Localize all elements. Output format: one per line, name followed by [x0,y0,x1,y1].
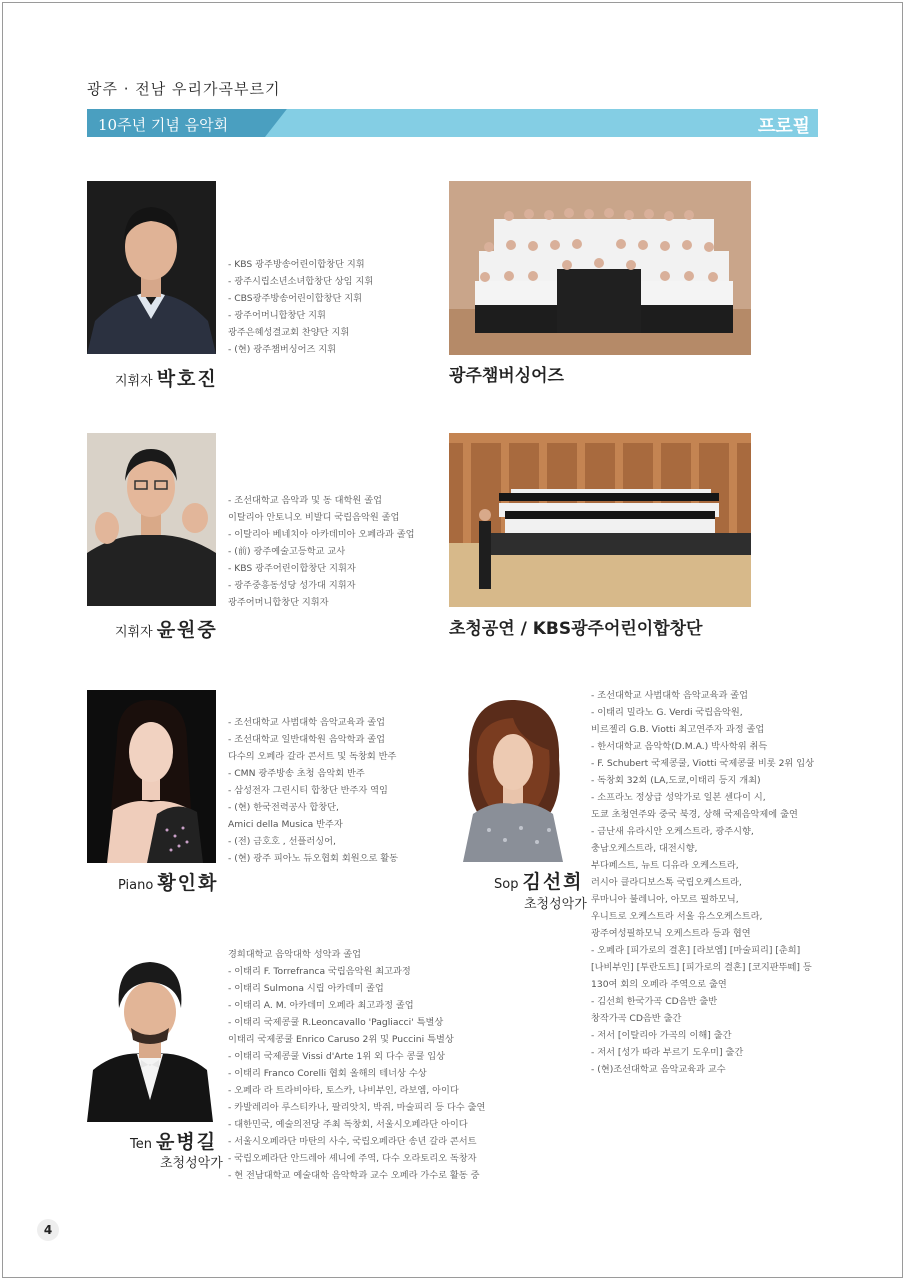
caption-park-hojin [115,364,218,391]
bio-line: - CBS광주방송어린이합창단 지휘 [228,293,363,304]
bio-line: - 서울시오페라단 마탄의 사수, 국립오페라단 송년 갈라 콘서트 [228,1136,477,1147]
bio-line: 광주은혜성결교회 찬양단 지휘 [228,327,350,338]
bio-line: - 조선대학교 사범대학 음악교육과 졸업 [228,717,385,728]
bio-line: - 이탈리아 베네치아 아카데미아 오페라과 졸업 [228,529,415,540]
bio-line: - 이태리 A. M. 아카데미 오페라 최고과정 졸업 [228,1000,414,1011]
bio-line: - 조선대학교 일반대학원 음악학과 졸업 [228,734,385,745]
portrait-park-hojin [87,181,216,354]
bio-line: - (현) 광주 피아노 듀오협회 회원으로 활동 [228,853,399,864]
photo-kbs-children-choir [449,433,751,607]
bio-line: 경희대학교 음악대학 성악과 졸업 [228,949,362,960]
bio-line: 러시아 클라디보스톡 국립오케스트라, [591,877,742,888]
bio-line: - 오페라 [피가로의 결혼] [라보엠] [마술피리] [춘희] [591,945,801,956]
profile-name: 윤병길 [155,1131,218,1153]
bio-line: Amici della Musica 반주자 [228,819,343,830]
bio-line: 우니트로 오케스트라 서울 유스오케스트라, [591,911,763,922]
bio-yun-wonjung [228,492,415,611]
bio-line: - 조선대학교 음악과 및 동 대학원 졸업 [228,495,382,506]
bio-line: - (현) 한국전력공사 합창단, [228,802,339,813]
bio-line: - 저서 [성가 따라 부르기 도우미] 출간 [591,1047,744,1058]
portrait-kim-sunhee [449,690,578,862]
bio-line: - 이태리 밀라노 G. Verdi 국립음악원, [591,707,743,718]
bio-line: - 금난새 유라시안 오케스트라, 광주시향, [591,826,754,837]
caption-kim-sunhee [494,867,584,894]
profile-role: 지휘자 [115,625,153,640]
bio-line: - 저서 [이탈리아 가곡의 이해] 출간 [591,1030,732,1041]
bio-line: 다수의 오페라 갈라 콘서트 및 독창회 반주 [228,751,397,762]
bio-line: 이탈리아 안토니오 비발디 국립음악원 졸업 [228,512,400,523]
bio-yun-byeonggil [228,946,485,1184]
bio-line: 도쿄 초청연주와 중국 북경, 상해 국제음악제에 출연 [591,809,798,820]
bio-line: - 김선희 한국가곡 CD음반 출반 [591,996,718,1007]
bio-line: 130여 회의 오페라 주역으로 출연 [591,979,727,990]
profile-role: 지휘자 [115,374,153,389]
bio-line: - 카발레리아 루스티카나, 팔리앗치, 박쥐, 마술피리 등 다수 출연 [228,1102,486,1113]
portrait-yun-wonjung [87,433,216,606]
profile-name: 윤원중 [156,619,218,641]
bio-line: - 이태리 Franco Corelli 협회 올해의 테너상 수상 [228,1068,427,1079]
bio-line: 비르젤리 G.B. Viotti 최고연주자 과정 졸업 [591,724,765,735]
bio-line: - 삼성전자 그린시티 합창단 반주자 역임 [228,785,388,796]
caption-yun-byeonggil [130,1127,217,1154]
caption-hwang-inhwa [118,868,218,895]
banner-section-title: 프로필 [757,116,810,137]
bio-line: - (현) 광주챔버싱어즈 지휘 [228,344,336,355]
bio-line: - F. Schubert 국제콩쿨, Viotti 국제콩쿨 비롯 2위 입상 [591,758,814,769]
portrait-yun-byeonggil [87,950,213,1122]
bio-line: - 이태리 국제콩쿨 Vissi d'Arte 1위 외 다수 콩쿨 입상 [228,1051,446,1062]
bio-line: - 대한민국, 예술의전당 주최 독창회, 서울시오페라단 아이다 [228,1119,468,1130]
bio-line: - (현)조선대학교 음악교육과 교수 [591,1064,726,1075]
profile-name: 박호진 [156,368,218,390]
bio-line: - 이태리 국제콩쿨 R.Leoncavallo 'Pagliacci' 특별상 [228,1017,444,1028]
bio-kim-sunhee [591,687,814,1078]
bio-line: 충남오케스트라, 대전시향, [591,843,698,854]
bio-line: 부다페스트, 뉴트 디유라 오케스트라, [591,860,739,871]
subtitle-kim-sunhee: 초청성악가 [524,897,587,912]
bio-line: - 이태리 F. Torrefranca 국립음악원 최고과정 [228,966,411,977]
caption-yun-wonjung [115,615,218,642]
caption-kbs-children-choir: 초청공연 / KBS광주어린이합창단 [449,619,703,639]
bio-line: - 소프라노 정상급 성악가로 일본 센다이 시, [591,792,766,803]
bio-line: - 국립오페라단 안드레아 셰니에 주역, 다수 오라토리오 독창자 [228,1153,477,1164]
page-number: 4 [37,1219,59,1241]
bio-line: - 독창회 32회 (LA,도쿄,이태리 등지 개최) [591,775,761,786]
profile-role: Ten [130,1137,152,1152]
bio-line: - 조선대학교 사범대학 음악교육과 졸업 [591,690,748,701]
bio-line: - 광주어머니합창단 지휘 [228,310,326,321]
bio-line: - 오페라 라 트라비아타, 토스카, 나비부인, 라보엠, 아이다 [228,1085,459,1096]
profile-role: Sop [494,877,519,892]
caption-chamber-singers: 광주챔버싱어즈 [449,366,564,386]
bio-line: - 이태리 Sulmona 시립 아카데미 졸업 [228,983,384,994]
portrait-hwang-inhwa [87,690,216,863]
banner-concert-title: 10주년 기념 음악회 [98,116,229,134]
bio-line: [나비부인] [투란도트] [피가로의 결혼] [코지판뚜떼] 등 [591,962,812,973]
profile-role: Piano [118,878,154,893]
bio-line: - 현 전남대학교 예술대학 음악학과 교수 오페라 가수로 활동 중 [228,1170,480,1181]
profile-name: 김선희 [522,871,584,893]
bio-line: 이태리 국제콩쿨 Enrico Caruso 2위 및 Puccini 특별상 [228,1034,454,1045]
subtitle-yun-byeonggil: 초청성악가 [160,1156,223,1171]
bio-line: 광주어머니합창단 지휘자 [228,597,329,608]
bio-line: 루마니아 불레니아, 아모르 필하모닉, [591,894,739,905]
bio-line: - KBS 광주어린이합창단 지휘자 [228,563,356,574]
bio-line: - (전) 금호호 , 선플러싱어, [228,836,336,847]
bio-line: - 광주중흥동성당 성가대 지휘자 [228,580,356,591]
photo-chamber-singers [449,181,751,355]
bio-hwang-inhwa [228,714,398,867]
series-title: 광주 · 전남 우리가곡부르기 [87,80,281,98]
bio-line: - CMN 광주방송 초청 음악회 반주 [228,768,365,779]
bio-line: - 광주시립소년소녀합창단 상임 지휘 [228,276,374,287]
bio-line: 창작가곡 CD음반 출간 [591,1013,682,1024]
bio-line: - (前) 광주예술고등학교 교사 [228,546,346,557]
bio-line: - KBS 광주방송어린이합창단 지휘 [228,259,365,270]
bio-line: 광주여성필하모닉 오케스트라 등과 협연 [591,928,751,939]
bio-line: - 한서대학교 음악학(D.M.A.) 박사학위 취득 [591,741,768,752]
profile-name: 황인화 [157,872,219,894]
bio-park-hojin [228,256,373,358]
